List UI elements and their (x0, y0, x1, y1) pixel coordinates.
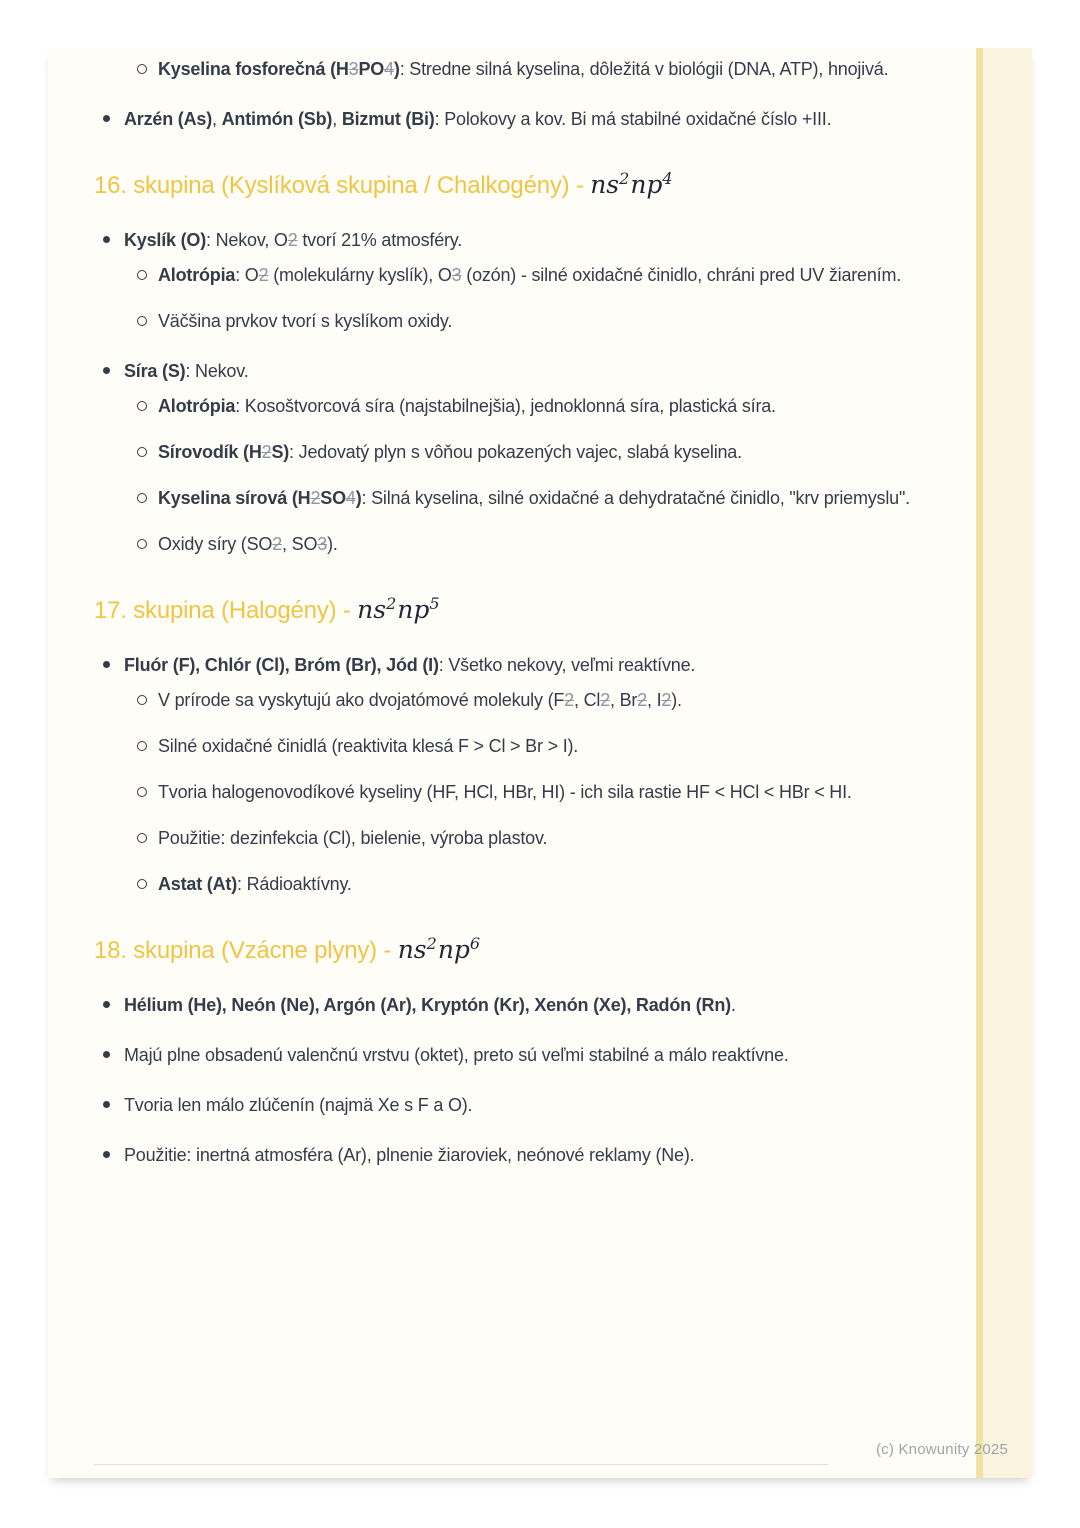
bullet-circle-icon (137, 316, 147, 326)
bullet-circle-icon (137, 64, 147, 74)
bullet-circle-icon (137, 833, 147, 843)
list-item (94, 529, 992, 559)
text-segment: Antimón (Sb) (221, 109, 333, 129)
bullet-dot-icon (103, 115, 110, 122)
text-segment: tvorí 21% atmosféry. (297, 230, 463, 250)
list-item (94, 104, 992, 134)
bullet-dot-icon (103, 1151, 110, 1158)
doc-section (94, 54, 992, 134)
formula-text: 4 (662, 169, 673, 188)
text-segment: Fluór (F), Chlór (Cl), Bróm (Br), Jód (I) (124, 655, 439, 675)
chem-subscript: 2 (564, 690, 574, 710)
formula-text: np (397, 595, 430, 624)
chem-subscript: 2 (287, 230, 298, 250)
text-segment: 18. skupina (Vzácne plyny) - (94, 937, 398, 964)
bullet-dot-icon (103, 1001, 110, 1008)
text-segment: SO (320, 488, 346, 508)
text-segment: (molekulárny kyslík), O (268, 265, 452, 285)
text-segment: Použitie: dezinfekcia (Cl), bielenie, výroba plastov. (158, 828, 548, 848)
doc-section (94, 933, 992, 1170)
chem-subscript: 2 (661, 690, 672, 710)
text-segment: : Všetko nekovy, veľmi reaktívne. (438, 655, 696, 675)
list-item (94, 777, 992, 807)
list-item (94, 483, 992, 513)
chem-subscript: 2 (637, 690, 648, 710)
text-segment: Arzén (As) (124, 109, 213, 129)
list-item-text (124, 356, 992, 386)
text-segment: Sírovodík (H (158, 442, 262, 462)
text-segment: , Br (610, 690, 638, 710)
text-segment: S) (271, 442, 290, 462)
bullet-circle-icon (137, 879, 147, 889)
text-segment: ). (671, 690, 682, 710)
formula-text: 5 (429, 594, 440, 613)
text-segment: , (332, 109, 342, 129)
bullet-circle-icon (137, 787, 147, 797)
text-segment: V prírode sa vyskytujú ako dvojatómové molekuly (F (158, 690, 565, 710)
list-item-text (158, 437, 992, 467)
chem-subscript: 2 (258, 265, 269, 285)
text-segment: : Rádioaktívny. (237, 874, 352, 894)
list-item (94, 990, 992, 1020)
text-segment: Kyselina fosforečná (H (158, 59, 349, 79)
text-segment: Alotrópia (158, 265, 236, 285)
text-segment: 17. skupina (Halogény) - (94, 597, 358, 624)
text-segment: Kyslík (O) (124, 230, 207, 250)
text-segment: , (212, 109, 222, 129)
text-segment: Síra (S) (124, 361, 186, 381)
list-item (94, 1040, 992, 1070)
formula-text: 2 (426, 934, 437, 953)
list-item (94, 1090, 992, 1120)
list-item-text (124, 1140, 992, 1170)
list-item-text (158, 777, 992, 807)
chem-subscript: 2 (310, 488, 321, 508)
bullet-circle-icon (137, 401, 147, 411)
chem-subscript: 3 (348, 59, 359, 79)
list-item (94, 225, 992, 255)
text-segment: PO (358, 59, 385, 79)
list-item-text (124, 1040, 992, 1070)
chem-subscript: 4 (345, 488, 356, 508)
text-segment: ) (355, 488, 362, 508)
text-segment: : Kosoštvorcová síra (najstabilnejšia), jednoklonná síra, plastická síra. (235, 396, 776, 416)
list-item-text (124, 225, 992, 255)
text-segment: : O (235, 265, 259, 285)
text-segment: Bizmut (Bi) (341, 109, 435, 129)
text-segment: : Nekov. (185, 361, 249, 381)
section-heading (94, 168, 992, 205)
list-item (94, 356, 992, 386)
text-segment: (ozón) - silné oxidačné činidlo, chráni pred UV žiarením. (461, 265, 902, 285)
text-segment: Oxidy síry (SO (158, 534, 273, 554)
list-item-text (124, 650, 992, 680)
text-segment: , SO (282, 534, 318, 554)
list-item-text (158, 731, 992, 761)
bullet-dot-icon (103, 661, 110, 668)
formula-text: ns (590, 170, 620, 199)
bullet-dot-icon (103, 1101, 110, 1108)
list-item (94, 437, 992, 467)
bullet-dot-icon (103, 1051, 110, 1058)
list-item (94, 260, 992, 290)
copyright-watermark: (c) Knowunity 2025 (875, 1441, 1008, 1458)
formula-text: np (630, 170, 663, 199)
text-segment: Tvoria len málo zlúčenín (najmä Xe s F a O). (124, 1095, 473, 1115)
text-segment: ) (393, 59, 400, 79)
bullet-dot-icon (103, 367, 110, 374)
text-segment: Silné oxidačné činidlá (reaktivita klesá F > Cl > Br > I). (158, 736, 579, 756)
list-item (94, 685, 992, 715)
text-segment: Kyselina sírová (H (158, 488, 311, 508)
list-item (94, 869, 992, 899)
section-heading (94, 933, 992, 970)
text-segment: Hélium (He), Neón (Ne), Argón (Ar), Kryptón (Kr), Xenón (Xe), Radón (Rn) (124, 995, 731, 1015)
formula-text: 6 (469, 934, 481, 953)
text-segment: 16. skupina (Kyslíková skupina / Chalkogény) - (94, 172, 591, 199)
bullet-circle-icon (137, 447, 147, 457)
list-item (94, 391, 992, 421)
text-segment: Tvoria halogenovodíkové kyseliny (HF, HCl, HBr, HI) - ich sila rastie HF < HCl < HBr < HI. (158, 782, 852, 802)
chem-subscript: 2 (600, 690, 610, 710)
list-item-text (158, 391, 992, 421)
footer-divider (94, 1464, 828, 1465)
text-segment: Majú plne obsadenú valenčnú vrstvu (oktet), preto sú veľmi stabilné a málo reaktívne. (124, 1045, 789, 1065)
chem-subscript: 4 (384, 59, 394, 79)
list-item-text (158, 869, 992, 899)
chem-subscript: 3 (451, 265, 462, 285)
chem-subscript: 2 (272, 534, 283, 554)
chem-subscript: 2 (261, 442, 272, 462)
list-item (94, 650, 992, 680)
text-segment: , Cl (573, 690, 601, 710)
formula-text: np (437, 935, 470, 964)
list-item-text (158, 306, 992, 336)
text-segment: : Silná kyselina, silné oxidačné a dehydratačné činidlo, "krv priemyslu". (361, 488, 910, 508)
doc-section (94, 593, 992, 899)
formula-text: 2 (619, 169, 630, 188)
list-item (94, 1140, 992, 1170)
list-item-text (158, 685, 992, 715)
formula-text: 2 (386, 594, 397, 613)
bullet-circle-icon (137, 493, 147, 503)
formula-text: ns (357, 595, 387, 624)
bullet-circle-icon (137, 270, 147, 280)
text-segment: . (730, 995, 736, 1015)
list-item-text (124, 104, 992, 134)
bullet-circle-icon (137, 539, 147, 549)
text-segment: : Polokovy a kov. Bi má stabilné oxidačné číslo +III. (434, 109, 832, 129)
bullet-dot-icon (103, 236, 110, 243)
text-segment: Väčšina prvkov tvorí s kyslíkom oxidy. (158, 311, 453, 331)
list-item (94, 54, 992, 84)
list-item (94, 823, 992, 853)
section-heading (94, 593, 992, 630)
text-segment: , I (647, 690, 662, 710)
text-segment: Použitie: inertná atmosféra (Ar), plnenie žiaroviek, neónové reklamy (Ne). (124, 1145, 695, 1165)
text-segment: Alotrópia (158, 396, 236, 416)
bullet-circle-icon (137, 695, 147, 705)
list-item-text (158, 260, 992, 290)
bullet-circle-icon (137, 741, 147, 751)
list-item-text (158, 529, 992, 559)
list-item-text (158, 823, 992, 853)
doc-section (94, 168, 992, 559)
list-item-text (124, 1090, 992, 1120)
text-segment: : Stredne silná kyselina, dôležitá v biológii (DNA, ATP), hnojivá. (399, 59, 889, 79)
list-item (94, 731, 992, 761)
chem-subscript: 3 (317, 534, 328, 554)
text-segment: ). (327, 534, 338, 554)
text-segment: Astat (At) (158, 874, 237, 894)
text-segment: : Nekov, O (206, 230, 288, 250)
text-segment: : Jedovatý plyn s vôňou pokazených vajec, slabá kyselina. (289, 442, 742, 462)
list-item-text (124, 990, 992, 1020)
formula-text: ns (397, 935, 427, 964)
list-item-text (158, 54, 992, 84)
list-item (94, 306, 992, 336)
document-content (48, 48, 1032, 1170)
document-page (48, 48, 1032, 1478)
list-item-text (158, 483, 992, 513)
